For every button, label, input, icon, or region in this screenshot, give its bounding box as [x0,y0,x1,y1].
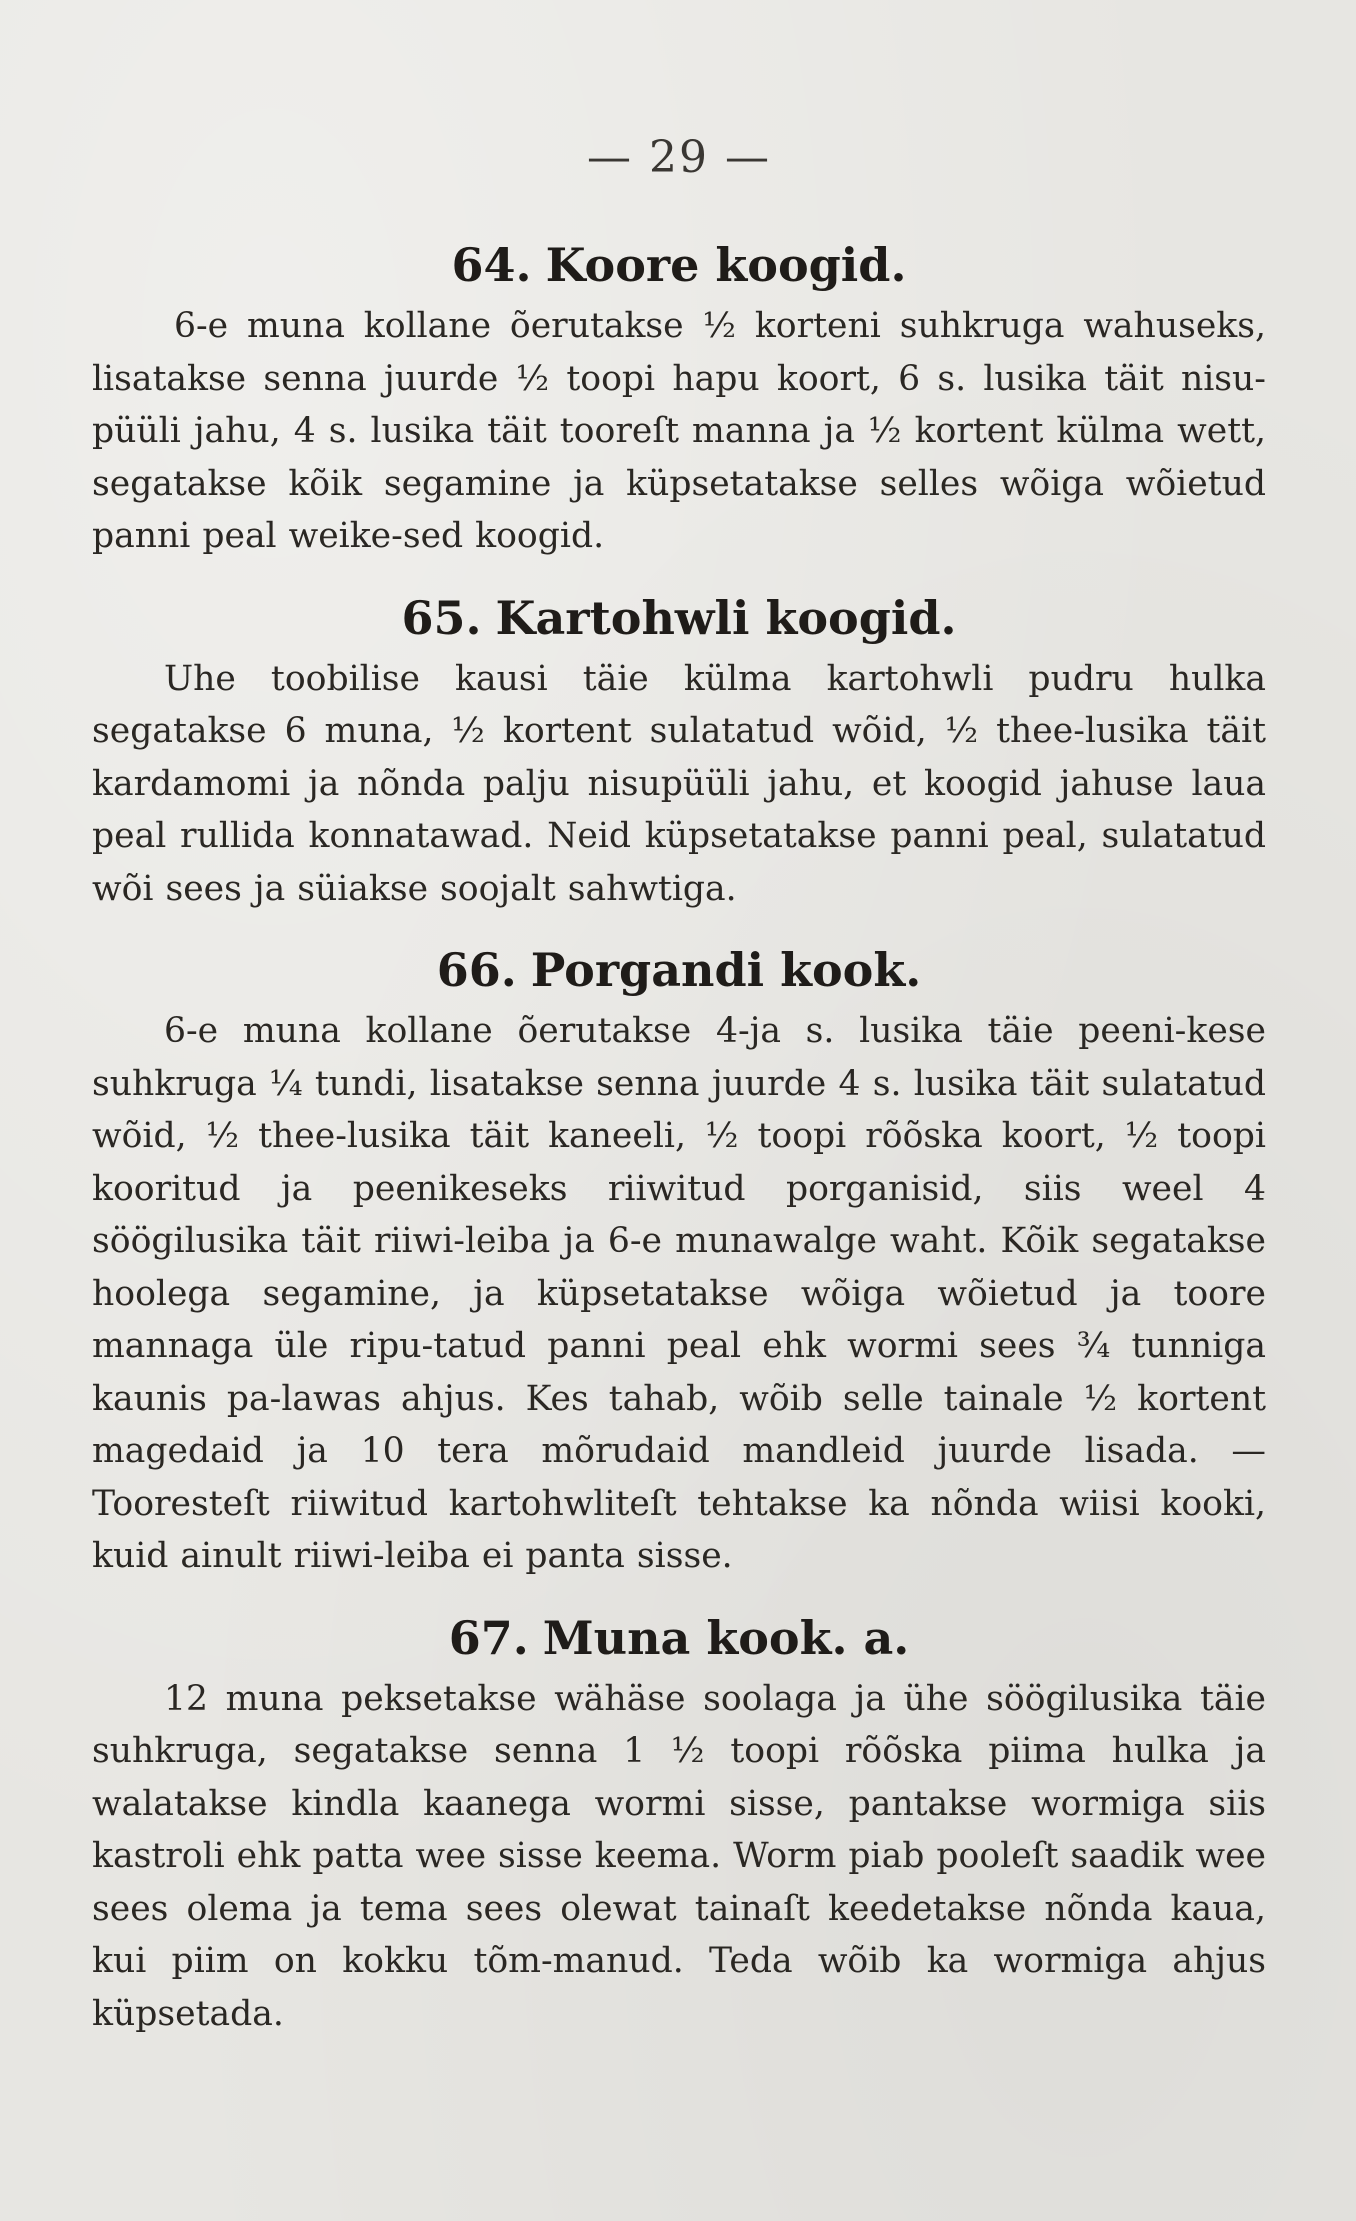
recipe-name: Kartohwli koogid. [495,590,957,645]
recipe-name: Muna kook. a. [542,1610,910,1665]
recipe-number: 64. [451,238,532,292]
recipe-66 [92,939,1266,1583]
recipe-title [92,1607,1266,1669]
recipe-text: 6-e muna kollane õerutakse 4-ja s. lusika täie peeni-kese suhkruga ¼ tundi, lisatakse senna juurde 4 s. lusika täit sulatatud wõid, ½ thee-lusika täit kaneeli, ½ toopi rõõska koort, ½ toopi kooritud ja peenikeseks riiwitud porganisid, siis weel 4 söögilusika täit riiwi-leiba ja 6-e munawalge waht. Kõik segatakse hoolega segamine, ja küpsetatakse wõiga wõietud ja toore mannaga üle ripu-tatud panni peal ehk wormi sees ¾ tunniga kaunis pa-lawas ahjus. Kes tahab, wõib selle tainale ½ kortent magedaid ja 10 tera mõrudaid mandleid juurde lisada. — Tooresteſt riiwitud kartohwliteſt tehtakse ka nõnda wiisi kooki, kuid ainult riiwi-leiba ei panta sisse. [92,1011,1266,1576]
recipe-name: Koore koogid. [545,238,907,292]
recipe-number: 67. [448,1610,529,1665]
recipe-name: Porgandi kook. [530,943,922,997]
recipe-number: 66. [436,943,517,997]
recipe-text: 6-e muna kollane õerutakse ½ korteni suhkruga wahuseks, lisatakse senna juurde ½ toopi hapu koort, 6 s. lusika täit nisu-püüli jahu, 4 s. lusika täit tooreſt manna ja ½ kortent külma wett, segatakse kõik segamine ja küpsetatakse selles wõiga wõietud panni peal weike-sed koogid. [92,306,1266,556]
recipe-title [92,234,1266,296]
recipe-text: Uhe toobilise kausi täie külma kartohwli pudru hulka segatakse 6 muna, ½ kortent sulatatud wõid, ½ thee-lusika täit kardamomi ja nõnda palju nisupüüli jahu, et koogid jahuse laua peal rullida konnatawad. Neid küpsetatakse panni peal, sulatatud wõi sees ja süiakse soojalt sahwtiga. [92,658,1266,909]
recipe-64 [92,234,1266,563]
recipe-title [92,587,1266,649]
recipe-title [92,939,1266,1001]
recipe-text: 12 muna peksetakse wähäse soolaga ja ühe söögilusika täie suhkruga, segatakse senna 1 ½ toopi rõõska piima hulka ja walatakse kindla kaanega wormi sisse, pantakse wormiga siis kastroli ehk patta wee sisse keema. Worm piab pooleſt saadik wee sees olema ja tema sees olewat tainaſt keedetakse nõnda kaua, kui piim on kokku tõm-manud. Teda wõib ka wormiga ahjus küpsetada. [92,1678,1266,2034]
recipe-number: 65. [401,590,482,645]
page-number: — 29 — [587,132,771,183]
recipe-65 [92,587,1266,916]
recipe-67 [92,1607,1266,2041]
